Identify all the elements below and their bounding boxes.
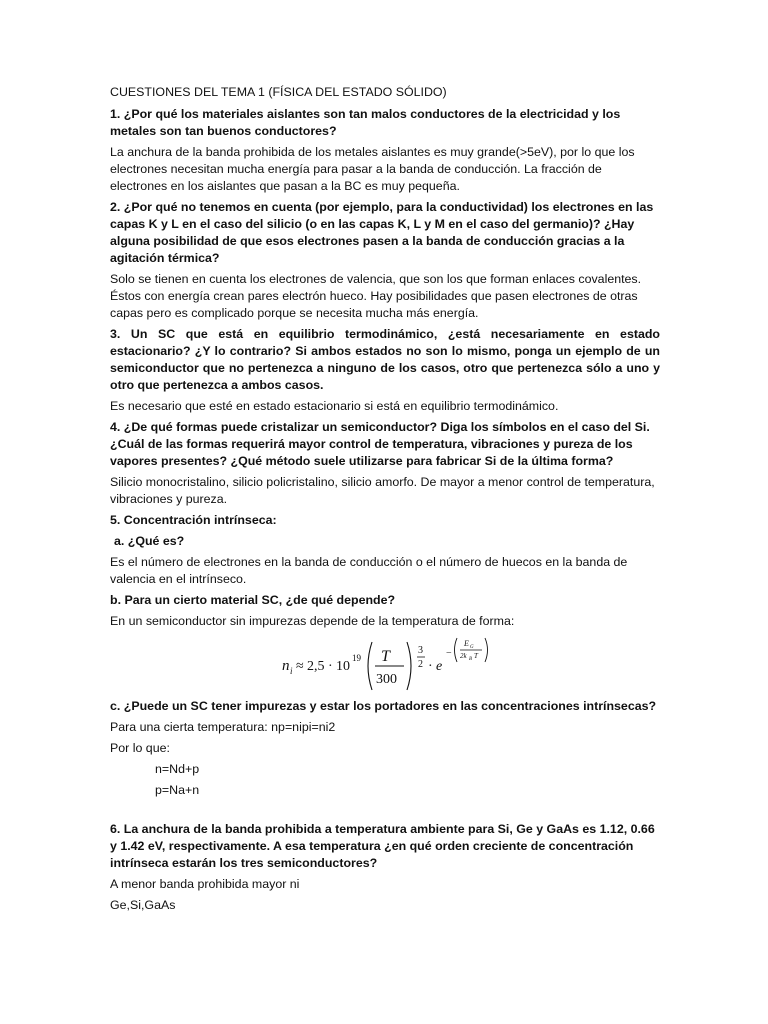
question-6: 6. La anchura de la banda prohibida a temperatura ambiente para Si, Ge y GaAs es 1.12, 0.66 y 1.42 eV, respectivamente. A esa temperatura ¿en qué orden creciente de concentración intrínseca estarán los tres semiconductores? [110,822,655,870]
question-5b: b. Para un cierto material SC, ¿de qué depende? [110,593,396,607]
answer-6-line-2: Ge,Si,GaAs [110,898,176,912]
question-5c: c. ¿Puede un SC tener impurezas y estar los portadores en las concentraciones intrínsecas? [110,699,657,713]
formula-kt-sub: B [469,657,473,662]
document-title: CUESTIONES DEL TEMA 1 (FÍSICA DEL ESTADO SÓLIDO) [110,85,447,99]
formula-exp-right-paren [485,638,488,662]
formula-exp-left-paren [455,638,458,662]
formula-pow-num: 3 [418,645,423,656]
formula-pow-den: 2 [418,659,423,670]
question-3: 3. Un SC que está en equilibrio termodinámico, ¿está necesariamente en estado estacionario? ¿Y lo contrario? Si ambos estados no son lo mismo, ponga un ejemplo de un semiconductor que no pertenezca a ninguno de los casos, otro que pertenezca sólo a uno y otro que pertenezca a ambos casos. [110,327,660,392]
formula-kt: 2k [460,652,467,660]
formula-e: e [436,659,443,674]
formula-coef: 2,5 [307,659,325,674]
spacer [110,803,660,821]
intrinsic-concentration-formula [110,634,660,694]
formula-minus: − [446,648,452,659]
formula-lhs: n [282,658,290,674]
formula-dot-2: · [428,659,433,674]
question-4: 4. ¿De qué formas puede cristalizar un semiconductor? Diga los símbolos en el caso del Si. ¿Cuál de las formas requerirá mayor control de temperatura, vibraciones y pureza de los vapores presentes? ¿Qué método suele utilizarse para fabricar Si de la última forma? [110,420,650,468]
formula-frac-den: 300 [376,672,397,687]
question-1: 1. ¿Por qué los materiales aislantes son tan malos conductores de la electricidad y los metales son tan buenos conductores? [110,107,621,138]
formula-eg: E [464,639,469,648]
question-5a: a. ¿Qué es? [114,534,185,548]
formula-kt-t: T [474,652,478,660]
answer-5c-line-1: Para una cierta temperatura: np=nipi=ni2 [110,720,336,734]
document-page [110,84,660,918]
answer-5b: En un semiconductor sin impurezas depende de la temperatura de forma: [110,614,515,628]
formula-lhs-sub: i [290,666,293,676]
answer-2: Solo se tienen en cuenta los electrones de valencia, que son los que forman enlaces covalentes. Éstos con energía crean pares electrón hueco. Hay posibilidades que pasen electrones de otras capas pero es complicado porque se necesita mucha más energía. [110,272,642,320]
formula-eg-sub: G [470,645,474,650]
equation-p: p=Na+n [155,783,200,797]
answer-6-line-1: A menor banda prohibida mayor ni [110,877,300,891]
answer-3: Es necesario que esté en estado estacionario si está en equilibrio termodinámico. [110,399,559,413]
equation-n: n=Nd+p [155,762,200,776]
formula-frac-num: T [381,648,390,665]
answer-5c-line-2: Por lo que: [110,741,170,755]
answer-5a: Es el número de electrones en la banda de conducción o el número de huecos en la banda de valencia en el intrínseco. [110,555,628,586]
formula-right-paren [407,642,411,690]
answer-1: La anchura de la banda prohibida de los metales aislantes es muy grande(>5eV), por lo que los electrones necesitan mucha energía para pasar a la banda de conducción. La fracción de electrones en los aislantes que pasan a la BC es muy pequeña. [110,145,635,193]
formula-dot-1: · [328,659,333,674]
question-2: 2. ¿Por qué no tenemos en cuenta (por ejemplo, para la conductividad) los electrones en las capas K y L en el caso del silicio (o en las capas K, L y M en el caso del germanio)? ¿Hay alguna posibilidad de que esos electrones pasen a la banda de conducción gracias a la agitación térmica? [110,200,654,265]
formula-approx: ≈ [296,659,304,674]
formula-base: 10 [336,659,350,674]
formula-exp: 19 [352,653,361,663]
question-5-heading: 5. Concentración intrínseca: [110,513,277,527]
answer-4: Silicio monocristalino, silicio policristalino, silicio amorfo. De mayor a menor control de temperatura, vibraciones y pureza. [110,475,655,506]
formula-svg [280,634,520,694]
formula-left-paren [368,642,372,690]
